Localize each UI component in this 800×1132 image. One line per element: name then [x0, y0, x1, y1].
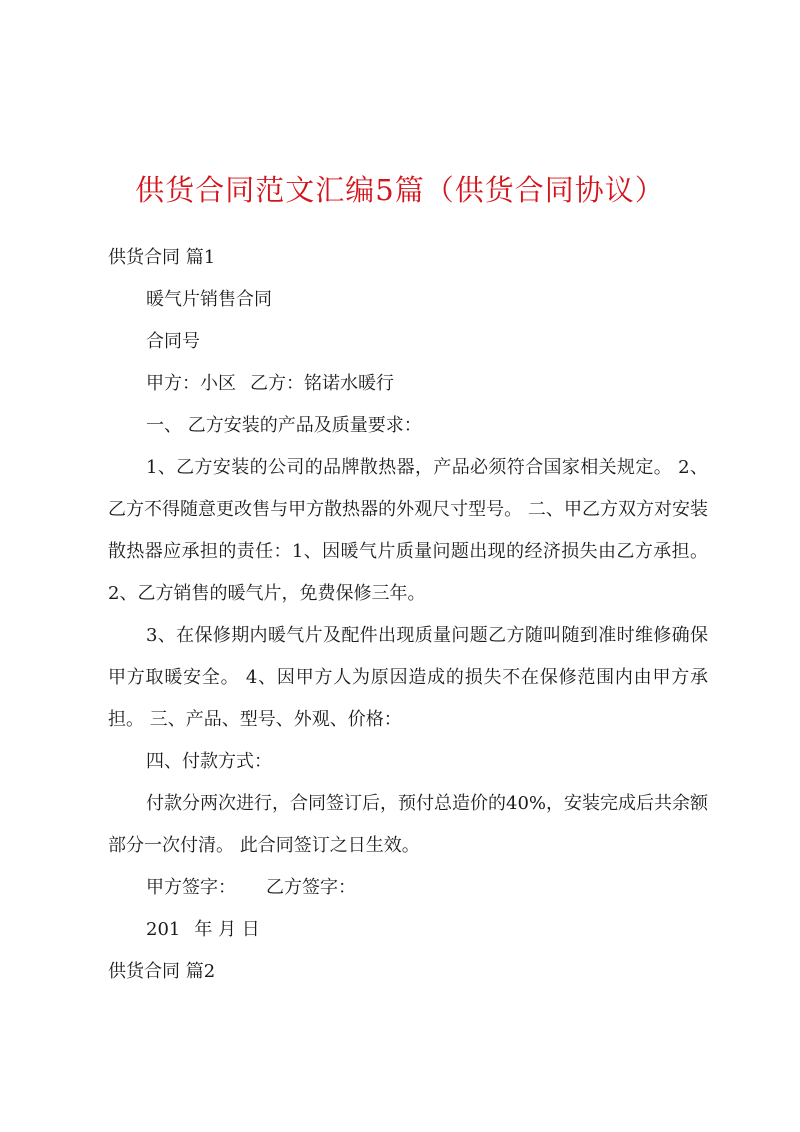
- date-year: 201: [146, 919, 181, 940]
- party-a: 甲方：小区: [146, 373, 236, 394]
- date-fields: 年 月 日: [194, 919, 260, 940]
- signature-line: [146, 875, 356, 901]
- contract-name: 暖气片销售合同: [146, 289, 272, 310]
- parties-line: [146, 371, 394, 397]
- paragraph-warranty: 3、在保修期内暖气片及配件出现质量问题乙方随叫随到准时维修确保甲方取暖安全。 4、因甲方人为原因造成的损失不在保修范围内由甲方承担。 三、产品、型号、外观、价格：: [108, 625, 708, 730]
- date-line: [146, 917, 260, 943]
- signature-party-a: 甲方签字：: [146, 877, 236, 898]
- contract-number-label: 合同号: [146, 331, 200, 352]
- document-title: 供货合同范文汇编5篇（供货合同协议）: [135, 173, 665, 207]
- paragraph-quality-requirements: 1、乙方安装的公司的品牌散热器，产品必须符合国家相关规定。 2、乙方不得随意更改售与甲方散热器的外观尺寸型号。 二、甲乙方双方对安装散热器应承担的责任：1、因暖气片质量问题出现的经济损失由乙方承担。 2、乙方销售的暖气片，免费保修三年。: [108, 457, 708, 604]
- signature-party-b: 乙方签字：: [266, 877, 356, 898]
- clause-4-heading: 四、付款方式：: [146, 751, 272, 772]
- paragraph-payment: 付款分两次进行，合同签订后，预付总造价的40%，安装完成后共余额部分一次付清。 此合同签订之日生效。: [108, 793, 709, 856]
- section-heading-1: 供货合同 篇1: [108, 247, 216, 268]
- section-heading-2: 供货合同 篇2: [108, 961, 216, 982]
- party-b: 乙方：铭诺水暖行: [250, 373, 394, 394]
- clause-1-heading: 一、 乙方安装的产品及质量要求：: [146, 415, 422, 436]
